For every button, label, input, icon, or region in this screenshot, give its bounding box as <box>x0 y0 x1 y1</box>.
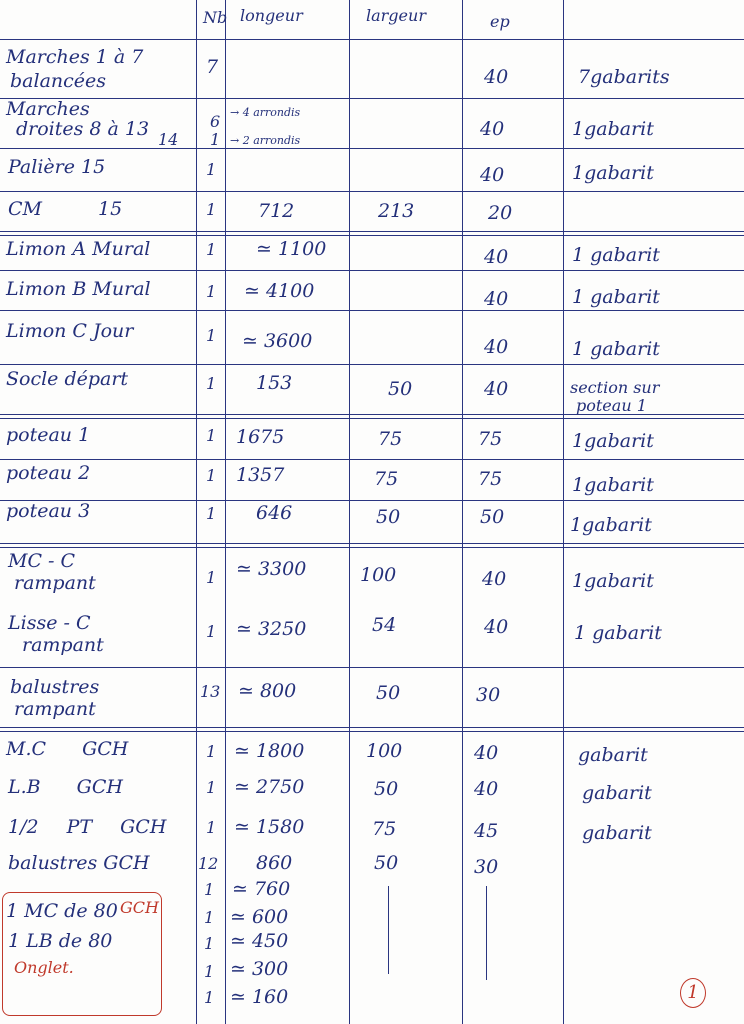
longueur-value: ≃ 1800 <box>234 740 305 762</box>
designation-line: Palière 15 <box>8 156 106 178</box>
row-rule <box>0 727 744 728</box>
row-rule <box>0 270 744 271</box>
designation-line: Marches <box>6 98 90 120</box>
note-value: poteau 1 <box>576 396 647 415</box>
note-value: 1 gabarit <box>572 338 660 360</box>
ep-value: 30 <box>476 684 501 706</box>
extra-onglet: Onglet. <box>14 958 74 977</box>
nb-value: 1 <box>206 504 217 523</box>
longueur-value: 153 <box>256 372 293 394</box>
header-largeur: largeur <box>366 6 426 25</box>
largeur-value: 54 <box>372 614 397 636</box>
rule-ep <box>563 0 564 1024</box>
rule-nb <box>225 0 226 1024</box>
longueur-value: ≃ 760 <box>232 878 291 900</box>
ep-value: 40 <box>484 336 509 358</box>
designation-line: 1/2 PT GCH <box>8 816 167 838</box>
note-value: 1 gabarit <box>572 244 660 266</box>
note-value: gabarit <box>582 782 652 804</box>
extra-line: 1 LB de 80 <box>8 930 113 952</box>
note-value: 1gabarit <box>572 118 654 140</box>
note-value: 1gabarit <box>572 570 654 592</box>
largeur-value: 50 <box>388 378 413 400</box>
longueur-value: ≃ 3250 <box>236 618 307 640</box>
nb-value: 1 <box>204 880 215 899</box>
ep-value: 40 <box>484 288 509 310</box>
longueur-value: → 2 arrondis <box>230 134 301 147</box>
designation-line: Lisse - C <box>8 612 91 634</box>
nb-value: 1 <box>206 240 217 259</box>
longueur-value: ≃ 3600 <box>242 330 313 352</box>
note-value: 1 gabarit <box>574 622 662 644</box>
row-rule <box>0 148 744 149</box>
ditto-stroke <box>388 886 389 974</box>
nb-value: 13 <box>200 682 221 701</box>
ep-value: 40 <box>474 778 499 800</box>
ep-value: 40 <box>480 164 505 186</box>
nb-value: 1 <box>206 426 217 445</box>
designation-line: L.B GCH <box>8 776 123 798</box>
nb-value: 1 <box>206 200 217 219</box>
longueur-value: ≃ 600 <box>230 906 289 928</box>
note-value: gabarit <box>578 744 648 766</box>
designation-line: rampant <box>14 572 96 594</box>
largeur-value: 50 <box>376 506 401 528</box>
nb-value: 1 <box>204 988 215 1007</box>
ep-value: 30 <box>474 856 499 878</box>
row-rule <box>0 547 744 548</box>
row-rule <box>0 364 744 365</box>
ep-value: 40 <box>482 568 507 590</box>
note-value: 7gabarits <box>578 66 670 88</box>
longueur-value: ≃ 4100 <box>244 280 315 302</box>
designation-line: Marches 1 à 7 <box>6 46 144 68</box>
nb-value: 1 <box>206 282 217 301</box>
nb-value: 1 <box>206 568 217 587</box>
longueur-value: 860 <box>256 852 293 874</box>
row-rule <box>0 731 744 732</box>
ep-value: 50 <box>480 506 505 528</box>
largeur-value: 75 <box>378 428 403 450</box>
longueur-value: ≃ 1580 <box>234 816 305 838</box>
ep-value: 40 <box>484 66 509 88</box>
nb-value: 1 <box>210 130 221 149</box>
note-value: 1gabarit <box>570 514 652 536</box>
row-rule <box>0 459 744 460</box>
longueur-value: 712 <box>258 200 295 222</box>
rule-longueur <box>349 0 350 1024</box>
designation-line: balustres GCH <box>8 852 150 874</box>
nb-value: 7 <box>206 56 219 78</box>
longueur-value: 1675 <box>236 426 285 448</box>
longueur-value: 646 <box>256 502 293 524</box>
designation-line: Limon C Jour <box>6 320 134 342</box>
extra-gch: GCH <box>120 898 159 917</box>
nb-value: 12 <box>198 854 219 873</box>
extra-line: 1 MC de 80 <box>6 900 118 922</box>
row-rule <box>0 667 744 668</box>
largeur-value: 75 <box>372 818 397 840</box>
ditto-stroke <box>486 886 487 980</box>
row-rule <box>0 98 744 99</box>
rule-left <box>196 0 197 1024</box>
designation-line: Limon B Mural <box>6 278 151 300</box>
largeur-value: 213 <box>378 200 415 222</box>
longueur-value: ≃ 800 <box>238 680 297 702</box>
designation-line: balustres <box>10 676 100 698</box>
nb-value: 1 <box>206 374 217 393</box>
header-longueur: longeur <box>240 6 303 25</box>
designation-line: MC - C <box>8 550 76 572</box>
note-value: 1gabarit <box>572 162 654 184</box>
nb-value: 1 <box>206 778 217 797</box>
row-rule <box>0 39 744 40</box>
designation-line: rampant <box>22 634 104 656</box>
ep-value: 40 <box>484 246 509 268</box>
designation-line: Limon A Mural <box>6 238 151 260</box>
row-rule <box>0 500 744 501</box>
nb-value: 6 <box>210 112 221 131</box>
row-rule <box>0 191 744 192</box>
ep-value: 45 <box>474 820 499 842</box>
nb-value: 1 <box>206 818 217 837</box>
longueur-value: ≃ 300 <box>230 958 289 980</box>
ep-value: 40 <box>474 742 499 764</box>
header-nb: Nb <box>203 8 228 27</box>
note-value: 1 gabarit <box>572 286 660 308</box>
largeur-value: 50 <box>376 682 401 704</box>
longueur-value: ≃ 2750 <box>234 776 305 798</box>
longueur-value: 1357 <box>236 464 285 486</box>
nb-value: 1 <box>204 908 215 927</box>
ep-value: 40 <box>480 118 505 140</box>
ep-value: 75 <box>478 428 503 450</box>
nb-value: 1 <box>204 962 215 981</box>
ep-value: 40 <box>484 616 509 638</box>
largeur-value: 75 <box>374 468 399 490</box>
longueur-value: ≃ 3300 <box>236 558 307 580</box>
page-number: 1 <box>680 978 706 1008</box>
row-rule <box>0 418 744 419</box>
header-ep: ep <box>490 12 510 31</box>
longueur-value: ≃ 160 <box>230 986 289 1008</box>
row-rule <box>0 310 744 311</box>
row-rule <box>0 231 744 232</box>
largeur-value: 100 <box>360 564 397 586</box>
row-rule <box>0 235 744 236</box>
designation-line: rampant <box>14 698 96 720</box>
note-value: 1gabarit <box>572 474 654 496</box>
designation-line: Socle départ <box>6 368 129 390</box>
note-value: 1gabarit <box>572 430 654 452</box>
designation-line: balancées <box>10 70 107 92</box>
ep-value: 20 <box>488 202 513 224</box>
row-rule <box>0 543 744 544</box>
designation-line: M.C GCH <box>6 738 129 760</box>
longueur-value: → 4 arrondis <box>230 106 301 119</box>
designation-line: droites 8 à 13 <box>16 118 150 140</box>
ep-value: 75 <box>478 468 503 490</box>
nb-value: 1 <box>206 622 217 641</box>
note-value: section sur <box>570 378 660 397</box>
longueur-value: ≃ 450 <box>230 930 289 952</box>
nb-value: 1 <box>206 742 217 761</box>
nb-value: 1 <box>206 466 217 485</box>
designation-line: poteau 3 <box>6 500 91 522</box>
nb-value: 1 <box>206 326 217 345</box>
largeur-value: 50 <box>374 778 399 800</box>
note-value: gabarit <box>582 822 652 844</box>
largeur-value: 100 <box>366 740 403 762</box>
designation-line: 14 <box>158 130 179 149</box>
rule-largeur <box>462 0 463 1024</box>
nb-value: 1 <box>204 934 215 953</box>
designation-line: CM 15 <box>8 198 123 220</box>
longueur-value: ≃ 1100 <box>256 238 327 260</box>
largeur-value: 50 <box>374 852 399 874</box>
designation-line: poteau 1 <box>6 424 91 446</box>
nb-value: 1 <box>206 160 217 179</box>
designation-line: poteau 2 <box>6 462 91 484</box>
ep-value: 40 <box>484 378 509 400</box>
